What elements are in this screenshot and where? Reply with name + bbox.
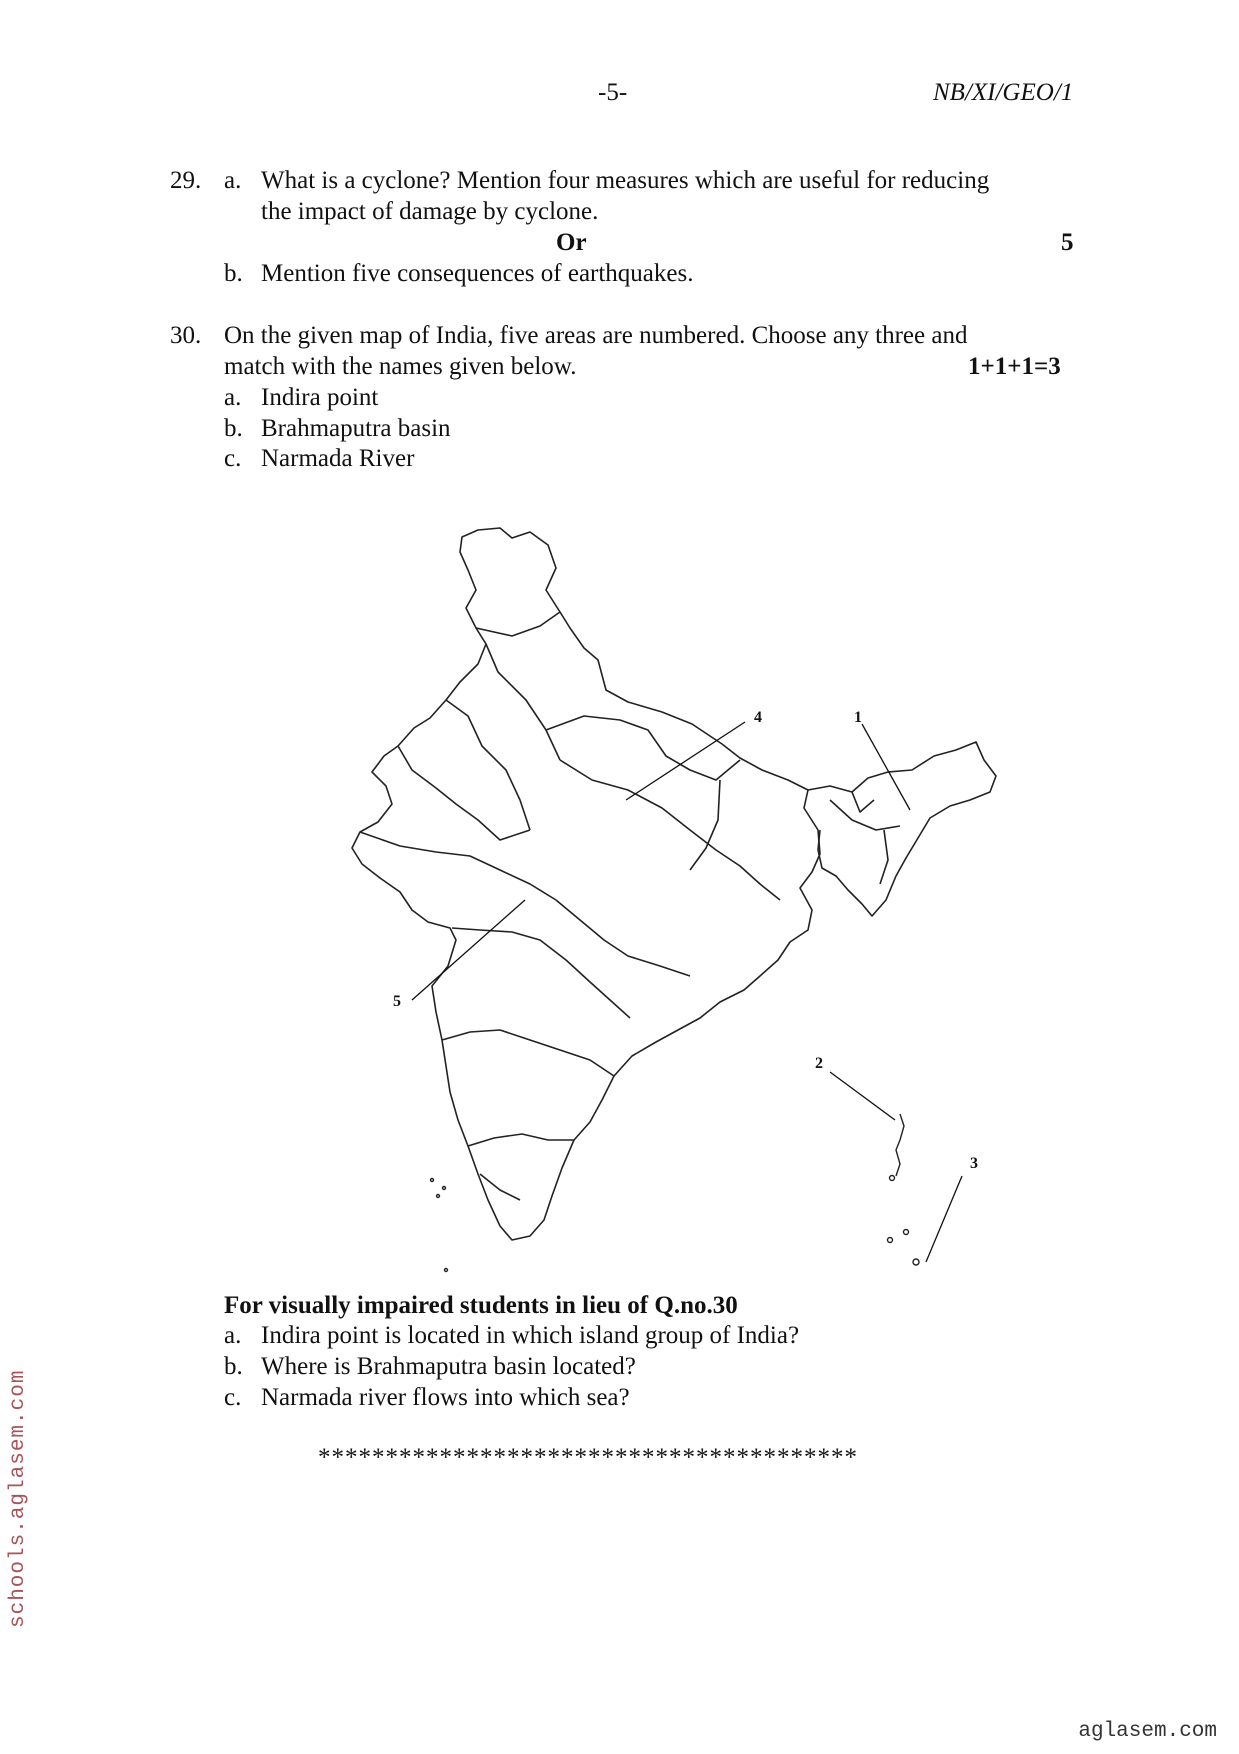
side-watermark: schools.aglasem.com [7, 1369, 30, 1628]
q30-option-letter: b. [224, 415, 243, 442]
q29-number: 29. [170, 167, 202, 194]
vi-question-text: Narmada river flows into which sea? [261, 1384, 630, 1411]
map-label-5: 5 [393, 993, 401, 1010]
end-marker: **************************************** [318, 1444, 858, 1471]
india-mainland-outline [352, 528, 820, 1240]
vi-question-text: Where is Brahmaputra basin located? [261, 1353, 636, 1380]
q30-line1: On the given map of India, five areas are numbered. Choose any three and [224, 322, 968, 349]
q30-marks: 1+1+1=3 [968, 353, 1061, 380]
map-label-2: 2 [815, 1055, 823, 1072]
corner-watermark: aglasem.com [1078, 1720, 1217, 1743]
q29-b-letter: b. [224, 260, 243, 287]
page-number: -5- [598, 79, 628, 106]
india-outline-map [320, 510, 1020, 1290]
northeast-outline [808, 742, 996, 916]
vi-question-letter: c. [224, 1384, 242, 1411]
q30-number: 30. [170, 322, 202, 349]
map-label-4: 4 [754, 709, 762, 726]
q29-a-line1: What is a cyclone? Mention four measures which are useful for reducing [261, 167, 990, 194]
q29-a-line2: the impact of damage by cyclone. [261, 198, 599, 225]
q29-marks: 5 [1061, 229, 1074, 256]
map-label-3: 3 [970, 1155, 978, 1172]
vi-question-letter: a. [224, 1322, 242, 1349]
q30-option-letter: c. [224, 445, 242, 472]
paper-code: NB/XI/GEO/1 [933, 79, 1074, 106]
vi-question-text: Indira point is located in which island group of India? [261, 1322, 800, 1349]
q29-a-letter: a. [224, 167, 242, 194]
vi-question-letter: b. [224, 1353, 243, 1380]
map-label-1: 1 [854, 709, 862, 726]
q29-or: Or [556, 229, 587, 256]
q29-b-text: Mention five consequences of earthquakes. [261, 260, 694, 287]
q30-option-text: Narmada River [261, 445, 415, 472]
vi-heading: For visually impaired students in lieu of Q.no.30 [224, 1292, 738, 1319]
q30-option-text: Brahmaputra basin [261, 415, 451, 442]
q30-option-text: Indira point [261, 384, 379, 411]
q30-option-letter: a. [224, 384, 242, 411]
q30-line2: match with the names given below. [224, 353, 577, 380]
